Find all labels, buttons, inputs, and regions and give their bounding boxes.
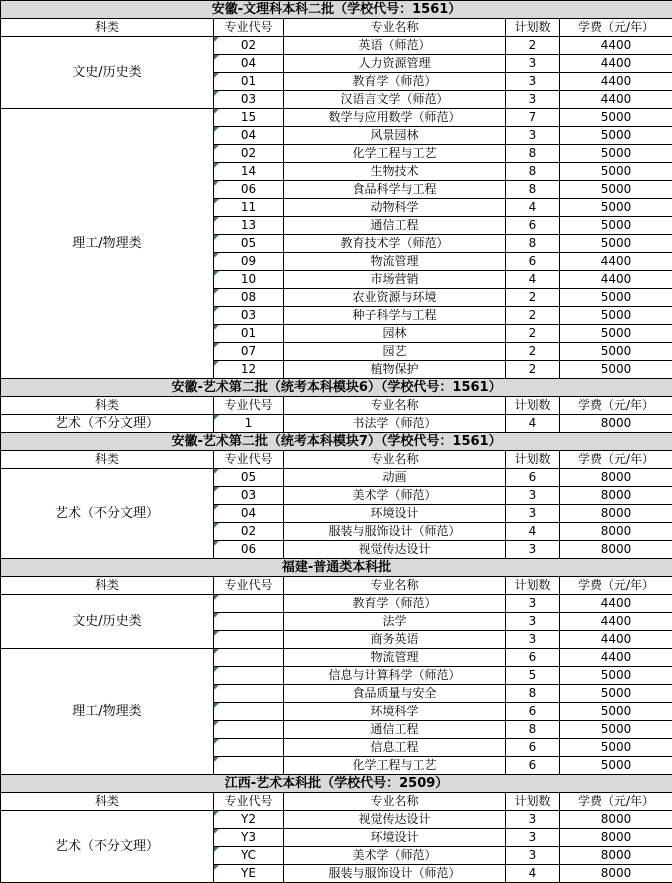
comment-marker-icon [214, 127, 219, 132]
comment-marker-icon [214, 469, 219, 474]
section-title-row [1, 775, 672, 793]
column-header-row [1, 793, 672, 811]
plan-count-cell: 5 [506, 667, 560, 685]
plan-count-cell: 6 [506, 649, 560, 667]
tuition-cell: 5000 [560, 703, 672, 721]
plan-count-cell: 3 [506, 631, 560, 649]
major-name-cell: 信息工程 [284, 739, 506, 757]
comment-marker-icon [214, 739, 219, 744]
comment-marker-icon [214, 541, 219, 546]
header-major-code: 专业代号 [214, 577, 284, 595]
comment-marker-icon [214, 289, 219, 294]
tuition-cell: 5000 [560, 361, 672, 379]
plan-count-cell: 4 [506, 865, 560, 883]
plan-count-cell: 6 [506, 757, 560, 775]
category-cell: 理工/物理类 [1, 649, 214, 775]
major-code-cell [214, 307, 284, 325]
tuition-cell: 5000 [560, 163, 672, 181]
header-tuition: 学费（元/年） [560, 793, 672, 811]
comment-marker-icon [214, 307, 219, 312]
comment-marker-icon [214, 109, 219, 114]
major-code-cell [214, 343, 284, 361]
major-code-cell [214, 145, 284, 163]
major-code: 11 [240, 200, 257, 214]
major-name-cell: 人力资源管理 [284, 55, 506, 73]
header-major-name: 专业名称 [284, 577, 506, 595]
major-code-cell [214, 829, 284, 847]
plan-count-cell: 2 [506, 325, 560, 343]
header-plan-count: 计划数 [506, 397, 560, 415]
comment-marker-icon [214, 649, 219, 654]
tuition-cell: 5000 [560, 757, 672, 775]
header-major-name: 专业名称 [284, 793, 506, 811]
major-name-cell: 化学工程与工艺 [284, 145, 506, 163]
comment-marker-icon [214, 667, 219, 672]
comment-marker-icon [214, 613, 219, 618]
category-cell: 艺术（不分文理） [1, 415, 214, 433]
plan-count-cell: 4 [506, 415, 560, 433]
tuition-cell: 5000 [560, 289, 672, 307]
major-code: 08 [240, 290, 257, 304]
major-name-cell: 环境设计 [284, 829, 506, 847]
major-code-cell [214, 37, 284, 55]
plan-count-cell: 2 [506, 307, 560, 325]
header-plan-count: 计划数 [506, 19, 560, 37]
table-row [1, 595, 672, 613]
tuition-cell: 4400 [560, 613, 672, 631]
plan-count-cell: 3 [506, 487, 560, 505]
tuition-cell: 8000 [560, 541, 672, 559]
major-code: 1 [244, 416, 253, 430]
major-code: 06 [240, 542, 257, 556]
major-name-cell: 物流管理 [284, 649, 506, 667]
major-code: 05 [240, 236, 257, 250]
section-title-row [1, 433, 672, 451]
table-row [1, 415, 672, 433]
comment-marker-icon [214, 361, 219, 366]
category-cell: 艺术（不分文理） [1, 469, 214, 559]
comment-marker-icon [214, 145, 219, 150]
major-name-cell: 种子科学与工程 [284, 307, 506, 325]
tuition-cell: 8000 [560, 829, 672, 847]
major-name-cell: 环境科学 [284, 703, 506, 721]
plan-count-cell: 8 [506, 685, 560, 703]
major-name-cell: 法学 [284, 613, 506, 631]
section-title: 江西-艺术本科批（学校代号：2509） [1, 775, 672, 793]
major-code: 02 [240, 38, 257, 52]
plan-count-cell: 3 [506, 73, 560, 91]
section-title-row [1, 1, 672, 19]
header-major-code: 专业代号 [214, 793, 284, 811]
major-name-cell: 通信工程 [284, 721, 506, 739]
plan-count-cell: 2 [506, 343, 560, 361]
comment-marker-icon [214, 217, 219, 222]
major-name-cell: 农业资源与环境 [284, 289, 506, 307]
tuition-cell: 4400 [560, 595, 672, 613]
column-header-row [1, 397, 672, 415]
comment-marker-icon [214, 757, 219, 762]
major-name-cell: 环境设计 [284, 505, 506, 523]
major-code: 01 [240, 326, 257, 340]
plan-count-cell: 3 [506, 613, 560, 631]
major-code-cell [214, 289, 284, 307]
category-cell: 艺术（不分文理） [1, 811, 214, 883]
tuition-cell: 4400 [560, 271, 672, 289]
tuition-cell: 8000 [560, 865, 672, 883]
major-code-cell [214, 181, 284, 199]
comment-marker-icon [214, 829, 219, 834]
major-code-cell [214, 595, 284, 613]
major-name-cell: 信息与计算科学（师范） [284, 667, 506, 685]
section-title: 安徽-艺术第二批（统考本科模块6）（学校代号：1561） [1, 379, 672, 397]
major-code: 04 [240, 56, 257, 70]
plan-count-cell: 3 [506, 55, 560, 73]
major-code-cell [214, 487, 284, 505]
comment-marker-icon [214, 55, 219, 60]
plan-count-cell: 2 [506, 289, 560, 307]
plan-count-cell: 3 [506, 847, 560, 865]
major-name-cell: 食品科学与工程 [284, 181, 506, 199]
tuition-cell: 5000 [560, 721, 672, 739]
major-name-cell: 园艺 [284, 343, 506, 361]
tuition-cell: 8000 [560, 415, 672, 433]
comment-marker-icon [214, 37, 219, 42]
header-plan-count: 计划数 [506, 451, 560, 469]
major-name-cell: 风景园林 [284, 127, 506, 145]
major-code: 03 [240, 308, 257, 322]
major-name-cell: 通信工程 [284, 217, 506, 235]
tuition-cell: 4400 [560, 73, 672, 91]
tuition-cell: 8000 [560, 487, 672, 505]
major-code-cell [214, 523, 284, 541]
header-tuition: 学费（元/年） [560, 451, 672, 469]
header-category: 科类 [1, 577, 214, 595]
tuition-cell: 5000 [560, 127, 672, 145]
header-category: 科类 [1, 397, 214, 415]
major-name-cell: 英语（师范） [284, 37, 506, 55]
major-name-cell: 教育学（师范） [284, 595, 506, 613]
header-major-code: 专业代号 [214, 397, 284, 415]
major-code-cell [214, 739, 284, 757]
major-name-cell: 服装与服饰设计（师范） [284, 865, 506, 883]
major-name-cell: 动画 [284, 469, 506, 487]
major-code-cell [214, 163, 284, 181]
tuition-cell: 5000 [560, 217, 672, 235]
comment-marker-icon [214, 163, 219, 168]
major-code: Y2 [241, 812, 256, 826]
major-code: 14 [240, 164, 257, 178]
plan-count-cell: 3 [506, 811, 560, 829]
major-code-cell [214, 505, 284, 523]
plan-count-cell: 4 [506, 271, 560, 289]
major-code-cell [214, 721, 284, 739]
comment-marker-icon [214, 811, 219, 816]
plan-count-cell: 6 [506, 253, 560, 271]
comment-marker-icon [214, 235, 219, 240]
header-major-code: 专业代号 [214, 451, 284, 469]
major-code-cell [214, 91, 284, 109]
major-code: 15 [240, 110, 257, 124]
major-code: Y3 [241, 830, 256, 844]
plan-count-cell: 6 [506, 703, 560, 721]
major-name-cell: 物流管理 [284, 253, 506, 271]
major-code-cell [214, 109, 284, 127]
major-code-cell [214, 811, 284, 829]
comment-marker-icon [214, 415, 219, 420]
tuition-cell: 5000 [560, 109, 672, 127]
major-code-cell [214, 415, 284, 433]
tuition-cell: 8000 [560, 811, 672, 829]
category-cell: 理工/物理类 [1, 109, 214, 379]
major-code-cell [214, 667, 284, 685]
header-category: 科类 [1, 451, 214, 469]
section-title-row [1, 379, 672, 397]
section-title-row [1, 559, 672, 577]
comment-marker-icon [214, 703, 219, 708]
header-major-name: 专业名称 [284, 451, 506, 469]
tuition-cell: 8000 [560, 469, 672, 487]
major-code: 03 [240, 92, 257, 106]
major-name-cell: 市场营销 [284, 271, 506, 289]
table-row [1, 37, 672, 55]
major-name-cell: 书法学（师范） [284, 415, 506, 433]
plan-count-cell: 7 [506, 109, 560, 127]
comment-marker-icon [214, 73, 219, 78]
plan-count-cell: 6 [506, 469, 560, 487]
comment-marker-icon [214, 721, 219, 726]
tuition-cell: 5000 [560, 235, 672, 253]
major-code: 03 [240, 488, 257, 502]
header-major-name: 专业名称 [284, 19, 506, 37]
major-code: 06 [240, 182, 257, 196]
major-name-cell: 服装与服饰设计（师范） [284, 523, 506, 541]
comment-marker-icon [214, 199, 219, 204]
major-code-cell [214, 73, 284, 91]
tuition-cell: 4400 [560, 631, 672, 649]
header-tuition: 学费（元/年） [560, 397, 672, 415]
plan-count-cell: 2 [506, 361, 560, 379]
major-code-cell [214, 235, 284, 253]
comment-marker-icon [214, 847, 219, 852]
major-code: 05 [240, 470, 257, 484]
header-major-code: 专业代号 [214, 19, 284, 37]
comment-marker-icon [214, 595, 219, 600]
major-name-cell: 汉语言文学（师范） [284, 91, 506, 109]
plan-count-cell: 4 [506, 523, 560, 541]
column-header-row [1, 19, 672, 37]
plan-count-cell: 4 [506, 199, 560, 217]
section-title: 安徽-文理科本科二批（学校代号：1561） [1, 1, 672, 19]
major-name-cell: 化学工程与工艺 [284, 757, 506, 775]
major-name-cell: 植物保护 [284, 361, 506, 379]
major-name-cell: 生物技术 [284, 163, 506, 181]
plan-count-cell: 6 [506, 217, 560, 235]
comment-marker-icon [214, 181, 219, 186]
major-code: 04 [240, 128, 257, 142]
major-code-cell [214, 469, 284, 487]
table-row [1, 811, 672, 829]
major-name-cell: 视觉传达设计 [284, 811, 506, 829]
plan-count-cell: 3 [506, 829, 560, 847]
plan-count-cell: 3 [506, 595, 560, 613]
major-code-cell [214, 685, 284, 703]
header-plan-count: 计划数 [506, 793, 560, 811]
column-header-row [1, 577, 672, 595]
comment-marker-icon [214, 685, 219, 690]
tuition-cell: 5000 [560, 145, 672, 163]
major-name-cell: 教育技术学（师范） [284, 235, 506, 253]
plan-count-cell: 8 [506, 163, 560, 181]
plan-count-cell: 2 [506, 37, 560, 55]
major-code: 13 [240, 218, 257, 232]
major-code-cell [214, 649, 284, 667]
major-name-cell: 视觉传达设计 [284, 541, 506, 559]
major-code: 09 [240, 254, 257, 268]
plan-count-cell: 8 [506, 181, 560, 199]
tuition-cell: 8000 [560, 523, 672, 541]
comment-marker-icon [214, 271, 219, 276]
tuition-cell: 5000 [560, 325, 672, 343]
plan-count-cell: 8 [506, 145, 560, 163]
major-code: 07 [240, 344, 257, 358]
major-code-cell [214, 757, 284, 775]
tuition-cell: 5000 [560, 667, 672, 685]
major-code-cell [214, 613, 284, 631]
major-code-cell [214, 253, 284, 271]
tuition-cell: 4400 [560, 37, 672, 55]
major-name-cell: 动物科学 [284, 199, 506, 217]
comment-marker-icon [214, 325, 219, 330]
header-category: 科类 [1, 19, 214, 37]
major-code: 10 [240, 272, 257, 286]
tuition-cell: 5000 [560, 181, 672, 199]
major-code-cell [214, 217, 284, 235]
table-row [1, 109, 672, 127]
plan-count-cell: 8 [506, 235, 560, 253]
comment-marker-icon [214, 487, 219, 492]
table-row [1, 469, 672, 487]
header-tuition: 学费（元/年） [560, 577, 672, 595]
category-cell: 文史/历史类 [1, 37, 214, 109]
major-name-cell: 园林 [284, 325, 506, 343]
major-code-cell [214, 541, 284, 559]
comment-marker-icon [214, 91, 219, 96]
tuition-cell: 4400 [560, 55, 672, 73]
major-code: 04 [240, 506, 257, 520]
major-code-cell [214, 631, 284, 649]
plan-count-cell: 6 [506, 739, 560, 757]
comment-marker-icon [214, 253, 219, 258]
tuition-cell: 5000 [560, 307, 672, 325]
major-code: YC [240, 848, 257, 862]
plan-count-cell: 3 [506, 505, 560, 523]
major-code-cell [214, 361, 284, 379]
header-plan-count: 计划数 [506, 577, 560, 595]
tuition-cell: 5000 [560, 685, 672, 703]
tuition-cell: 4400 [560, 253, 672, 271]
section-title: 安徽-艺术第二批（统考本科模块7）（学校代号：1561） [1, 433, 672, 451]
major-code: 12 [240, 362, 257, 376]
major-code-cell [214, 325, 284, 343]
tuition-cell: 8000 [560, 847, 672, 865]
major-code-cell [214, 847, 284, 865]
major-name-cell: 数学与应用数学（师范） [284, 109, 506, 127]
major-code-cell [214, 865, 284, 883]
major-code-cell [214, 127, 284, 145]
major-code-cell [214, 271, 284, 289]
comment-marker-icon [214, 523, 219, 528]
table-row [1, 649, 672, 667]
major-name-cell: 教育学（师范） [284, 73, 506, 91]
tuition-cell: 4400 [560, 91, 672, 109]
major-code: 02 [240, 146, 257, 160]
header-major-name: 专业名称 [284, 397, 506, 415]
comment-marker-icon [214, 505, 219, 510]
comment-marker-icon [214, 865, 219, 870]
tuition-cell: 8000 [560, 505, 672, 523]
comment-marker-icon [214, 631, 219, 636]
category-cell: 文史/历史类 [1, 595, 214, 649]
major-code-cell [214, 703, 284, 721]
plan-count-cell: 8 [506, 721, 560, 739]
section-title: 福建-普通类本科批 [1, 559, 672, 577]
tuition-cell: 5000 [560, 199, 672, 217]
tuition-cell: 4400 [560, 649, 672, 667]
plan-count-cell: 3 [506, 127, 560, 145]
comment-marker-icon [214, 343, 219, 348]
major-code: YE [241, 866, 256, 880]
tuition-cell: 5000 [560, 343, 672, 361]
plan-count-cell: 3 [506, 91, 560, 109]
major-name-cell: 美术学（师范） [284, 487, 506, 505]
header-category: 科类 [1, 793, 214, 811]
tuition-cell: 5000 [560, 739, 672, 757]
major-code-cell [214, 199, 284, 217]
plan-count-cell: 3 [506, 541, 560, 559]
major-code: 02 [240, 524, 257, 538]
header-tuition: 学费（元/年） [560, 19, 672, 37]
major-name-cell: 美术学（师范） [284, 847, 506, 865]
major-name-cell: 商务英语 [284, 631, 506, 649]
column-header-row [1, 451, 672, 469]
major-name-cell: 食品质量与安全 [284, 685, 506, 703]
major-code-cell [214, 55, 284, 73]
major-code: 01 [240, 74, 257, 88]
